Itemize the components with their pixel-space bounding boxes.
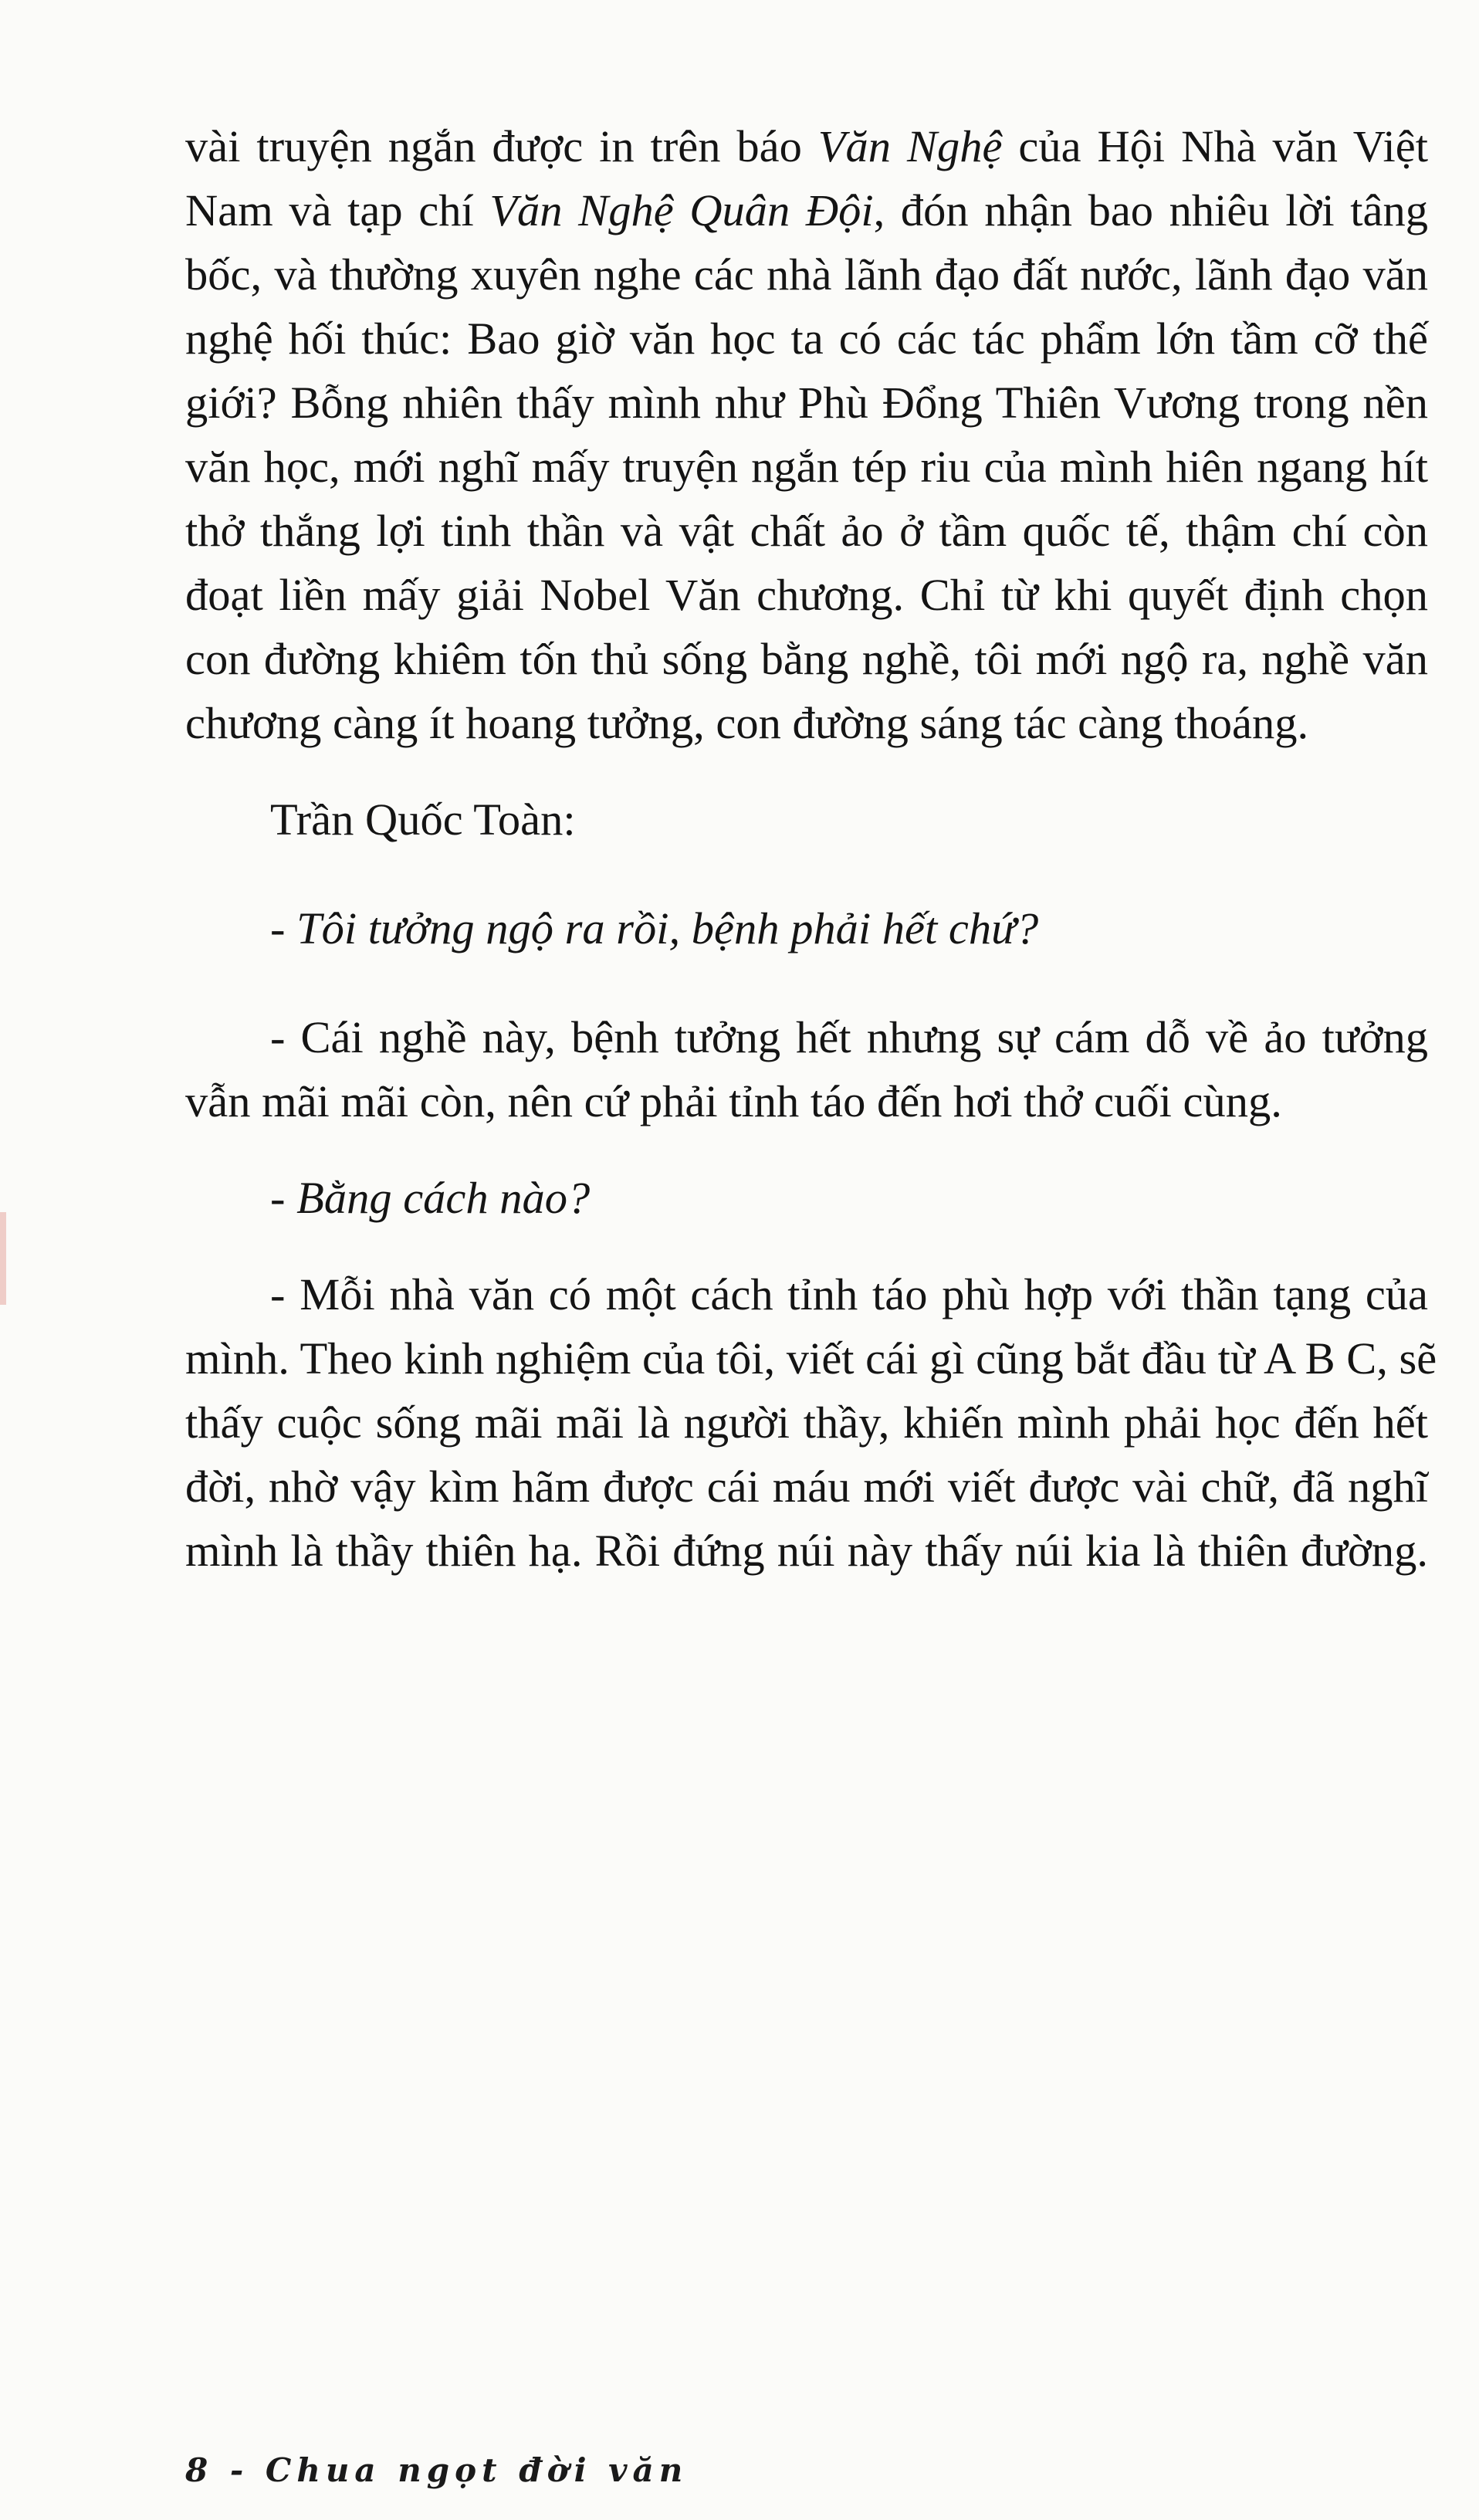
text-line: con đường khiêm tốn thủ sống bằng nghề, tôi mới ngộ ra, nghề văn	[185, 634, 1428, 684]
publication-title: Văn Nghệ	[817, 121, 1003, 171]
interview-question	[185, 1166, 1428, 1230]
page-number: 8	[185, 2451, 214, 2489]
text-line: mình. Theo kinh nghiệm của tôi, viết cái gì cũng bắt đầu từ A B C, sẽ	[185, 1333, 1437, 1384]
publication-title: Văn Nghệ Quân Đội	[489, 185, 874, 235]
text-line: văn học, mới nghĩ mấy truyện ngắn tép riu của mình hiên ngang hít	[185, 442, 1428, 492]
text-line: Nam và tạp chí Văn Nghệ Quân Đội, đón nhận bao nhiêu lời tâng	[185, 185, 1429, 235]
text-line: thấy cuộc sống mãi mãi là người thầy, khiến mình phải học đến hết	[185, 1397, 1428, 1448]
text-line: bốc, và thường xuyên nghe các nhà lãnh đạo đất nước, lãnh đạo văn	[185, 249, 1428, 300]
page-edge-mark	[0, 1212, 6, 1305]
footer-separator: -	[213, 2451, 266, 2489]
question-text: - Tôi tưởng ngộ ra rồi, bệnh phải hết chứ?	[270, 903, 1039, 953]
text-line: chương càng ít hoang tưởng, con đường sáng tác càng thoáng.	[185, 698, 1309, 748]
book-title: Chua ngọt đời văn	[265, 2451, 689, 2489]
text-line: nghệ hối thúc: Bao giờ văn học ta có các tác phẩm lớn tầm cỡ thế	[185, 313, 1428, 364]
text-line: giới? Bỗng nhiên thấy mình như Phù Đổng Thiên Vương trong nền	[185, 378, 1428, 428]
page-footer	[185, 2451, 688, 2489]
text-line: mình là thầy thiên hạ. Rồi đứng núi này thấy núi kia là thiên đường.	[185, 1526, 1428, 1576]
text-line: vài truyện ngắn được in trên báo Văn Nghệ của Hội Nhà văn Việt	[185, 121, 1428, 171]
text-line: đoạt liền mấy giải Nobel Văn chương. Chỉ từ khi quyết định chọn	[185, 570, 1428, 620]
text-line: - Mỗi nhà văn có một cách tỉnh táo phù hợp với thần tạng của	[270, 1269, 1428, 1319]
question-text: - Bằng cách nào?	[270, 1173, 591, 1223]
text-line: vẫn mãi mãi còn, nên cứ phải tỉnh táo đến hơi thở cuối cùng.	[185, 1076, 1282, 1126]
body-text	[185, 114, 1437, 1583]
text-line: đời, nhờ vậy kìm hãm được cái máu mới viết được vài chữ, đã nghĩ	[185, 1462, 1428, 1512]
text-line: thở thắng lợi tinh thần và vật chất ảo ở tầm quốc tế, thậm chí còn	[185, 506, 1428, 556]
speaker-name: Trần Quốc Toàn:	[270, 794, 576, 845]
text-line: - Cái nghề này, bệnh tưởng hết nhưng sự cám dỗ về ảo tưởng	[270, 1012, 1428, 1062]
interview-question	[185, 896, 1428, 960]
